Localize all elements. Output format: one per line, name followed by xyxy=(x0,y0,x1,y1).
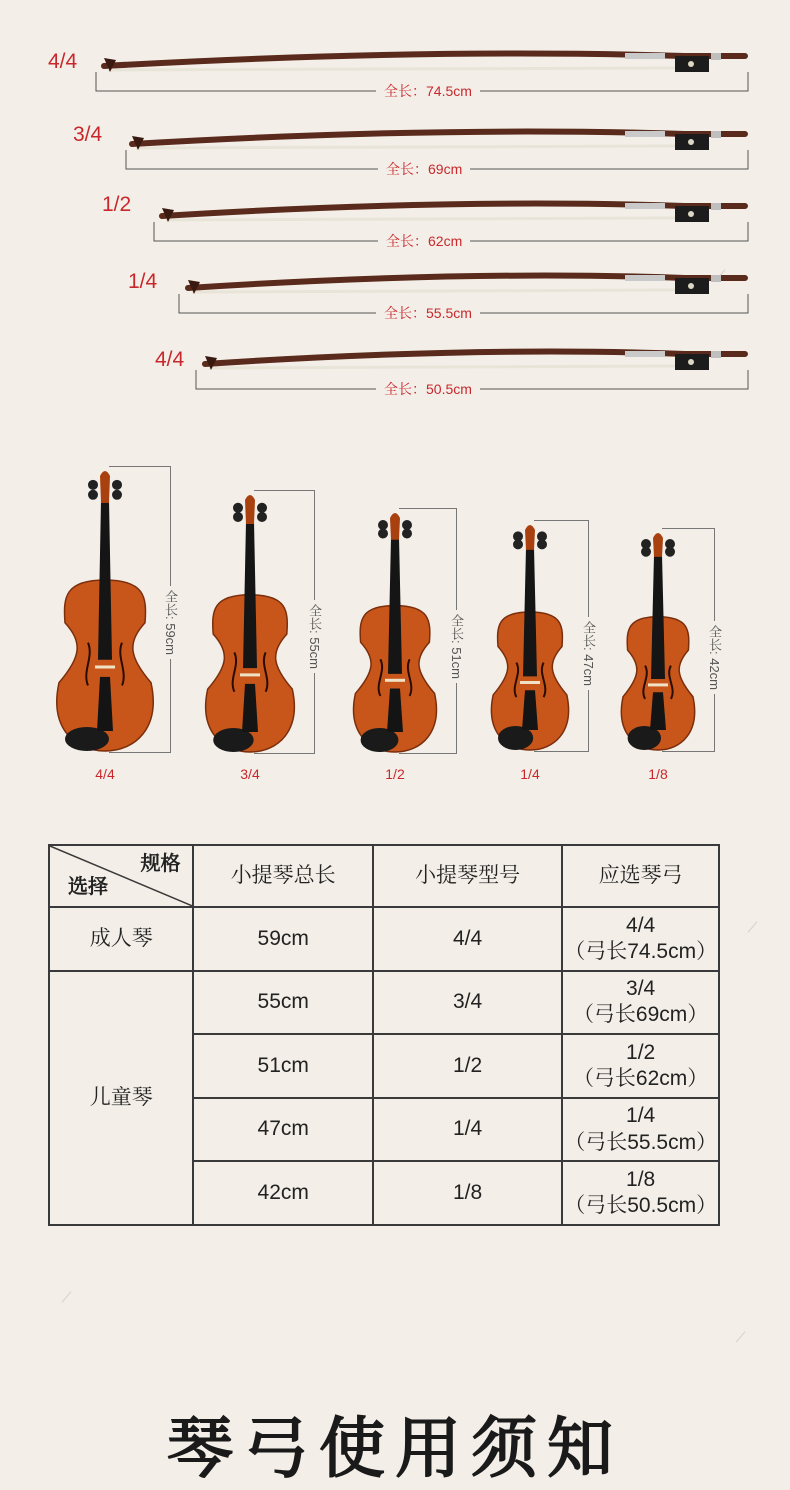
bow-item xyxy=(0,193,790,270)
bow-size-text: 1/2 xyxy=(626,1040,656,1064)
bow-length-label: 全长：69cm xyxy=(378,159,470,179)
violin-length-label: 全长: 59cm xyxy=(161,586,180,659)
corner-spec-label: 规格 xyxy=(140,853,181,875)
bow-length-label: 全长：55.5cm xyxy=(376,303,480,323)
violin-model-cell: 1/4 xyxy=(373,1098,562,1162)
bow-length-label: 全长：50.5cm xyxy=(376,379,480,399)
violin-bow-icon xyxy=(0,348,790,408)
violin-model-cell: 1/8 xyxy=(373,1161,562,1225)
bow-size-label: 1/4 xyxy=(128,270,158,293)
bow-length-text: （弓长50.5cm） xyxy=(564,1194,718,1218)
bow-choice-cell xyxy=(562,1098,719,1162)
violin-bow-icon xyxy=(0,50,790,110)
bow-choice-cell xyxy=(562,1161,719,1225)
violin-length-cell: 55cm xyxy=(193,971,372,1035)
violin-length-cell: 42cm xyxy=(193,1161,372,1225)
paper-texture xyxy=(748,921,758,932)
bow-choice-cell xyxy=(562,907,719,971)
header-violin-model: 小提琴型号 xyxy=(373,845,562,907)
corner-choice-label: 选择 xyxy=(68,876,108,898)
bow-size-text: 1/4 xyxy=(626,1104,656,1128)
violin-length-label: 全长: 55cm xyxy=(305,600,324,673)
corner-header-cell xyxy=(49,845,193,907)
violin-length-label: 全长: 42cm xyxy=(705,621,724,694)
bow-size-label: 4/4 xyxy=(155,348,185,371)
violin-length-label: 全长: 51cm xyxy=(447,610,466,683)
bow-length-label: 全长：62cm xyxy=(378,231,470,251)
bow-size-label: 4/4 xyxy=(48,50,78,73)
group-adult-cell: 成人琴 xyxy=(49,907,193,971)
bow-length-label: 全长：74.5cm xyxy=(376,81,480,101)
violin-size-label: 3/4 xyxy=(240,766,260,782)
violin-model-cell: 3/4 xyxy=(373,971,562,1035)
violin-model-cell: 1/2 xyxy=(373,1034,562,1098)
violin-length-cell: 47cm xyxy=(193,1098,372,1162)
section-title: 琴弓使用须知 xyxy=(167,1409,623,1487)
bow-size-text: 1/8 xyxy=(626,1167,656,1191)
bow-choice-cell xyxy=(562,971,719,1035)
violin-model-cell: 4/4 xyxy=(373,907,562,971)
violin-size-label: 1/2 xyxy=(385,766,405,782)
bow-size-text: 3/4 xyxy=(626,977,656,1001)
bow-length-text: （弓长69cm） xyxy=(572,1003,709,1027)
table-row xyxy=(49,907,719,971)
bow-length-text: （弓长55.5cm） xyxy=(564,1130,718,1154)
bow-size-label: 1/2 xyxy=(102,193,132,216)
violin-size-label: 1/4 xyxy=(520,766,540,782)
bow-item xyxy=(0,123,790,198)
bow-length-text: （弓长62cm） xyxy=(572,1066,709,1090)
violin-bow-icon xyxy=(0,128,790,188)
bow-item xyxy=(0,348,790,418)
group-child-cell: 儿童琴 xyxy=(49,971,193,1225)
paper-texture xyxy=(62,1291,72,1302)
violin-length-cell: 59cm xyxy=(193,907,372,971)
violin-bow-icon xyxy=(0,272,790,332)
violin-length-cell: 51cm xyxy=(193,1034,372,1098)
size-selection-table xyxy=(48,844,720,1226)
header-bow-choice: 应选琴弓 xyxy=(562,845,719,907)
bow-size-label: 3/4 xyxy=(73,123,103,146)
table-row xyxy=(49,971,719,1035)
paper-texture xyxy=(736,1331,746,1342)
violin-size-label: 4/4 xyxy=(95,766,115,782)
violin-length-label: 全长: 47cm xyxy=(579,617,598,690)
bow-length-text: （弓长74.5cm） xyxy=(564,939,718,963)
bow-choice-cell xyxy=(562,1034,719,1098)
bow-item xyxy=(0,272,790,342)
table-header-row xyxy=(49,845,719,907)
bow-size-text: 4/4 xyxy=(626,913,656,937)
bow-item xyxy=(0,50,790,120)
violin-size-label: 1/8 xyxy=(648,766,668,782)
header-violin-length: 小提琴总长 xyxy=(193,845,372,907)
